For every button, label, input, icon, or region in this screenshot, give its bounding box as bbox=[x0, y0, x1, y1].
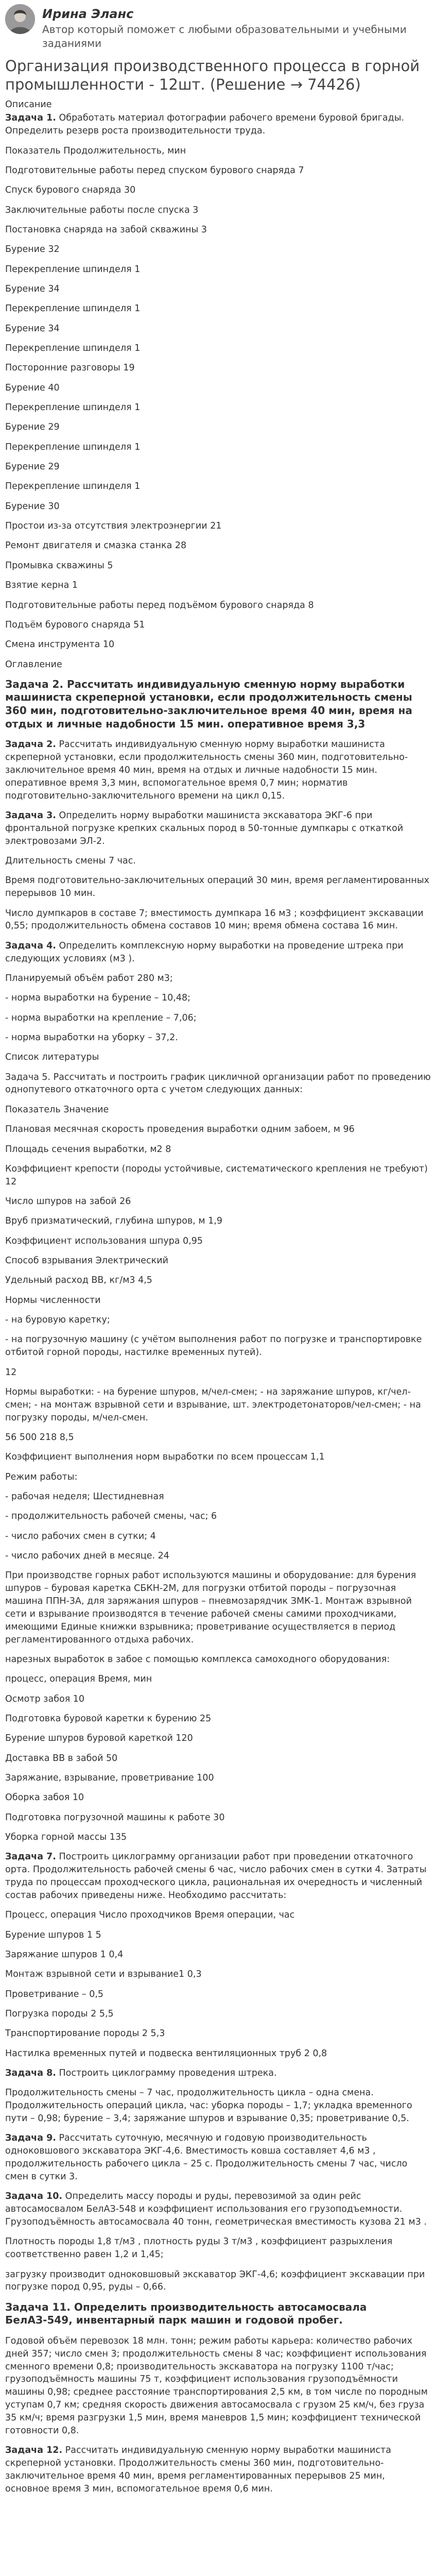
description-paragraph bbox=[5, 599, 431, 612]
description-paragraph bbox=[5, 1732, 431, 1745]
description-paragraph bbox=[5, 2268, 431, 2294]
description-paragraph bbox=[5, 1510, 431, 1523]
description-paragraph bbox=[5, 1772, 431, 1785]
description-paragraph bbox=[5, 2087, 431, 2125]
description-paragraph bbox=[5, 1673, 431, 1686]
description-paragraph bbox=[5, 1294, 431, 1307]
paragraph-text: Бурение 29 bbox=[5, 462, 60, 472]
description-paragraph bbox=[5, 809, 431, 848]
description-paragraph bbox=[5, 2132, 431, 2183]
description-paragraph bbox=[5, 204, 431, 217]
task-label: Задача 8. bbox=[5, 2068, 56, 2079]
description-paragraph bbox=[5, 2067, 431, 2080]
paragraph-text: Транспортирование породы 2 5,3 bbox=[5, 2028, 165, 2039]
paragraph-text: Длительность смены 7 час. bbox=[5, 856, 136, 867]
paragraph-text: - норма выработки на уборку – 37,2. bbox=[5, 1032, 178, 1043]
description-paragraph bbox=[5, 940, 431, 965]
description-paragraph bbox=[5, 738, 431, 802]
paragraph-text: Определить норму выработки машиниста экскаватора ЭКГ-6 при фронтальной погрузке крепких скальных пород в 50-тонные думпкары с откаткой электровозами ЭЛ-2. bbox=[5, 810, 404, 846]
task-label: Задача 4. bbox=[5, 940, 56, 951]
description-paragraph bbox=[5, 2027, 431, 2040]
description-paragraph bbox=[5, 1490, 431, 1503]
paragraph-text: Процесс, операция Число проходчиков Время операции, час bbox=[5, 1910, 295, 1921]
description-paragraph bbox=[5, 1948, 431, 1961]
description-paragraph bbox=[5, 1274, 431, 1287]
description-paragraph bbox=[5, 145, 431, 158]
description-paragraph bbox=[5, 638, 431, 651]
description-paragraph bbox=[5, 224, 431, 236]
paragraph-text: Обработать материал фотографии рабочего времени буровой бригады. Определить резерв роста производительности труда. bbox=[5, 113, 405, 137]
paragraph-text: Спуск бурового снаряда 30 bbox=[5, 185, 136, 196]
paragraph-text: Перекрепление шпинделя 1 bbox=[5, 402, 141, 413]
description-paragraph bbox=[5, 1550, 431, 1563]
description-paragraph bbox=[5, 1215, 431, 1228]
description-paragraph bbox=[5, 480, 431, 493]
avatar-photo-icon bbox=[5, 4, 35, 34]
author-avatar[interactable] bbox=[5, 4, 35, 34]
description-paragraph bbox=[5, 2190, 431, 2229]
description-paragraph bbox=[5, 1255, 431, 1267]
description-paragraph bbox=[5, 1929, 431, 1942]
description-paragraph bbox=[5, 874, 431, 900]
paragraph-text: Режим работы: bbox=[5, 1471, 78, 1482]
description-paragraph bbox=[5, 1451, 431, 1464]
paragraph-text: Продолжительность смены – 7 час, продолжительность цикла – одна смена. Продолжительность операций цикла, час: уборка породы – 1,7; укладка временного пути – 0,98; бурение – 3,4; заряжание шпуров и взрывание 0,35; проветривание 0,5. bbox=[5, 2088, 412, 2124]
paragraph-text: - норма выработки на бурение – 10,48; bbox=[5, 993, 190, 1004]
paragraph-text: - норма выработки на крепление – 7,06; bbox=[5, 1012, 197, 1023]
description-paragraph bbox=[5, 1071, 431, 1097]
task-label: Задача 3. bbox=[5, 810, 56, 821]
paragraph-text: Планируемый объём работ 280 м3; bbox=[5, 973, 173, 984]
description-paragraph bbox=[5, 184, 431, 197]
description-paragraph bbox=[5, 1713, 431, 1725]
description-paragraph bbox=[5, 855, 431, 868]
paragraph-text: Число думпкаров в составе 7; вместимость думпкара 16 м3 ; коэффициент экскавации 0,55; продолжительность обмена составов 10 мин; время обмена состава 16 мин. bbox=[5, 908, 424, 931]
author-name[interactable]: Ирина Эланс bbox=[42, 7, 134, 21]
paragraph-text: Задача 5. Рассчитать и построить график цикличной организации работ по проведению однопутевого откаточного орта с учетом следующих данных: bbox=[5, 1072, 431, 1095]
description-paragraph bbox=[5, 112, 431, 138]
description-paragraph bbox=[5, 1752, 431, 1765]
paragraph-text: Уборка горной массы 135 bbox=[5, 1832, 127, 1843]
description-paragraph bbox=[5, 2047, 431, 2060]
description-paragraph bbox=[5, 283, 431, 296]
author-description: Автор который поможет с любыми образовательными и учебными заданиями bbox=[42, 23, 407, 50]
description-paragraph bbox=[5, 619, 431, 632]
paragraph-text: Площадь сечения выработки, м2 8 bbox=[5, 1144, 171, 1155]
paragraph-text: Настилка временных путей и подвеска вентиляционных труб 2 0,8 bbox=[5, 2048, 327, 2059]
paragraph-text: Подготовительные работы перед подъёмом бурового снаряда 8 bbox=[5, 600, 314, 611]
paragraph-text: Построить циклограмму проведения штрека. bbox=[56, 2068, 277, 2079]
author-info bbox=[42, 4, 431, 50]
description-paragraph bbox=[5, 579, 431, 592]
paragraph-text: Перекрепление шпинделя 1 bbox=[5, 481, 141, 492]
paragraph-text: Заряжание шпуров 1 0,4 bbox=[5, 1949, 124, 1960]
paragraph-text: Осмотр забоя 10 bbox=[5, 1693, 85, 1704]
paragraph-text: Бурение 34 bbox=[5, 323, 60, 334]
description-paragraph bbox=[5, 1386, 431, 1425]
description-paragraph bbox=[5, 1314, 431, 1327]
description-paragraph bbox=[5, 441, 431, 454]
description-paragraph bbox=[5, 1471, 431, 1484]
description-paragraph bbox=[5, 382, 431, 395]
description-paragraph bbox=[5, 1530, 431, 1543]
paragraph-text: Рассчитать индивидуальную сменную норму выработки машиниста скреперной установки. Продолжительность смены 360 мин, подготовительно-заключительное время 40 мин, время регламентированных перерывов 25 мин, основное время 3 мин, вспомогательное время 0,6 мин. bbox=[5, 2445, 391, 2494]
paragraph-text: Посторонние разговоры 19 bbox=[5, 363, 135, 374]
paragraph-text: Число шпуров на забой 26 bbox=[5, 1196, 131, 1207]
paragraph-text: Рассчитать суточную, месячную и годовую производительность одноковшового экскаватора ЭКГ-4,6. Вместимость ковша составляет 4,6 м3 , продолжительность рабочего цикла – 25 с. Продолжительность смены 7 час, число смен в сутки 3. bbox=[5, 2133, 408, 2182]
description-paragraph bbox=[5, 1988, 431, 2001]
paragraph-text: - число рабочих смен в сутки; 4 bbox=[5, 1531, 156, 1541]
paragraph-text: Задача 2. Рассчитать индивидуальную сменную норму выработки машиниста скреперной установки, если продолжительность смены 360 мин, подготовительно-заключительное время 40 мин, время на отдых и личные надобности 15 мин. оперативное время 3,3 bbox=[5, 677, 412, 730]
paragraph-text: Определить массу породы и руды, перевозимой за один рейс автосамосвалом БелАЗ-548 и коэффициент использования его грузоподъемности. Грузоподъёмность автосамосвала 40 тонн, геометрическая вместимость кузова 21 м3 . bbox=[5, 2191, 427, 2227]
paragraph-text: Плановая месячная скорость проведения выработки одним забоем, м 96 bbox=[5, 1124, 355, 1135]
author-block bbox=[5, 4, 431, 50]
description-content bbox=[5, 112, 431, 2495]
paragraph-text: Вруб призматический, глубина шпуров, м 1,9 bbox=[5, 1216, 223, 1227]
paragraph-text: Заряжание, взрывание, проветривание 100 bbox=[5, 1773, 214, 1784]
paragraph-text: При производстве горных работ используются машины и оборудование: для бурения шпуров – буровая каретка СБКН-2М, для погрузки отбитой породы – погрузочная машина ППН-3А, для заряжания шпуров – пневмозарядчик ЗМК-1. Монтаж взрывной сети и взрывание производятся в течение рабочей смены самими проходчиками, имеющими Единые книжки взрывника; проветривание осуществляется в период регламентированного отдыха рабочих. bbox=[5, 1570, 416, 1645]
paragraph-text: Задача 11. Определить производительность автосамосвала БелАЗ-549, инвентарный парк машин и годовой пробег. bbox=[5, 2300, 367, 2327]
paragraph-text: Способ взрывания Электрический bbox=[5, 1256, 168, 1266]
paragraph-text: - на буровую каретку; bbox=[5, 1315, 110, 1326]
paragraph-text: Бурение 34 bbox=[5, 284, 60, 295]
paragraph-text: Бурение 29 bbox=[5, 422, 60, 433]
paragraph-text: Определить комплексную норму выработки на проведение штрека при следующих условиях (м3 ). bbox=[5, 940, 404, 964]
paragraph-text: Взятие керна 1 bbox=[5, 580, 78, 591]
description-paragraph bbox=[5, 1693, 431, 1706]
paragraph-text: Оглавление bbox=[5, 659, 62, 670]
description-paragraph bbox=[5, 1831, 431, 1844]
paragraph-text: Подъём бурового снаряда 51 bbox=[5, 619, 145, 630]
paragraph-text: Показатель Значение bbox=[5, 1104, 109, 1115]
paragraph-text: Коэффициент крепости (породы устойчивые, систематического крепления не требуют) 12 bbox=[5, 1163, 428, 1187]
paragraph-text: - число рабочих дней в месяце. 24 bbox=[5, 1551, 169, 1562]
description-paragraph bbox=[5, 992, 431, 1005]
paragraph-text: Перекрепление шпинделя 1 bbox=[5, 442, 141, 452]
paragraph-text: Бурение шпуров 1 5 bbox=[5, 1929, 101, 1940]
task-label: Задача 9. bbox=[5, 2133, 56, 2144]
description-paragraph bbox=[5, 520, 431, 533]
description-paragraph bbox=[5, 1104, 431, 1116]
paragraph-text: Проветривание – 0,5 bbox=[5, 1989, 104, 1999]
paragraph-text: Простои из-за отсутствия электроэнергии 21 bbox=[5, 521, 222, 532]
paragraph-text: Годовой объём перевозок 18 млн. тонн; режим работы карьера: количество рабочих дней 357; число смен 3; продолжительность смены 8 час; коэффициент использования сменного времени 0,8; производительность экскаватора на погрузку 1100 т/час; грузоподъёмность машины 75 т, коэффициент использования грузоподъёмности машины 0,98; среднее расстояние транспортирования 2,5 км, в том числе по породным уступам 0,7 км; средняя скорость движения автосамосвала с грузом 25 км/ч, без груза 35 км/ч; время разгрузки 1,5 мин, время маневров 1,5 мин; коэффициент технической готовности 0,8. bbox=[5, 2335, 428, 2436]
paragraph-text: Бурение 32 bbox=[5, 244, 60, 255]
description-paragraph bbox=[5, 2235, 431, 2261]
description-paragraph bbox=[5, 421, 431, 434]
paragraph-text: Перекрепление шпинделя 1 bbox=[5, 264, 141, 275]
description-paragraph bbox=[5, 907, 431, 933]
description-paragraph bbox=[5, 1163, 431, 1189]
description-paragraph bbox=[5, 461, 431, 473]
paragraph-text: Время подготовительно-заключительных операций 30 мин, время регламентированных перерывов 10 мин. bbox=[5, 875, 429, 899]
paragraph-text: Подготовительные работы перед спуском бурового снаряда 7 bbox=[5, 165, 304, 176]
paragraph-text: Перекрепление шпинделя 1 bbox=[5, 343, 141, 354]
paragraph-text: Доставка ВВ в забой 50 bbox=[5, 1753, 118, 1764]
paragraph-text: Бурение шпуров буровой кареткой 120 bbox=[5, 1733, 193, 1744]
paragraph-text: Перекрепление шпинделя 1 bbox=[5, 303, 141, 314]
paragraph-text: Монтаж взрывной сети и взрывание1 0,3 bbox=[5, 1969, 202, 1980]
paragraph-text: Список литературы bbox=[5, 1052, 99, 1063]
description-paragraph bbox=[5, 1968, 431, 1981]
description-paragraph bbox=[5, 1569, 431, 1646]
description-paragraph bbox=[5, 1235, 431, 1248]
description-paragraph bbox=[5, 362, 431, 375]
description-paragraph bbox=[5, 500, 431, 513]
description-paragraph bbox=[5, 1851, 431, 1902]
paragraph-text: Подготовка погрузочной машины к работе 30 bbox=[5, 1812, 225, 1823]
paragraph-text: Оборка забоя 10 bbox=[5, 1792, 84, 1803]
paragraph-text: Построить циклограмму организации работ при проведении откаточного орта. Продолжительность рабочей смены 6 час, число рабочих смен в сутки 4. Затраты труда по процессам проходческого цикла, рациональная их очередность и численный состав рабочих приведены ниже. Необходимо рассчитать: bbox=[5, 1852, 427, 1901]
paragraph-text: Бурение 30 bbox=[5, 501, 60, 512]
description-paragraph bbox=[5, 164, 431, 177]
paragraph-text: Показатель Продолжительность, мин bbox=[5, 145, 186, 156]
description-paragraph bbox=[5, 1431, 431, 1444]
paragraph-text: - рабочая неделя; Шестидневная bbox=[5, 1492, 164, 1502]
paragraph-text: нарезных выработок в забое с помощью комплекса самоходного оборудования: bbox=[5, 1654, 390, 1665]
paragraph-text: процесс, операция Время, мин bbox=[5, 1674, 152, 1685]
description-paragraph bbox=[5, 1909, 431, 1922]
description-paragraph bbox=[5, 401, 431, 414]
paragraph-text: Погрузка породы 2 5,5 bbox=[5, 2009, 114, 2020]
paragraph-text: загрузку производит одноковшовый экскаватор ЭКГ-4,6; коэффициент экскавации при погрузке пород 0,95, руды – 0,66. bbox=[5, 2269, 425, 2293]
paragraph-text: Заключительные работы после спуска 3 bbox=[5, 205, 199, 215]
description-paragraph bbox=[5, 1653, 431, 1666]
section-label: Описание bbox=[5, 99, 52, 110]
paragraph-text: Ремонт двигателя и смазка станка 28 bbox=[5, 540, 187, 551]
paragraph-text: 12 bbox=[5, 1367, 17, 1378]
paragraph-text: - продолжительность рабочей смены, час; 6 bbox=[5, 1511, 217, 1522]
paragraph-text: Коэффициент выполнения норм выработки по всем процессам 1,1 bbox=[5, 1452, 325, 1463]
task-label: Задача 7. bbox=[5, 1852, 56, 1862]
description-paragraph bbox=[5, 342, 431, 355]
paragraph-text: Удельный расход ВВ, кг/м3 4,5 bbox=[5, 1275, 152, 1286]
page-title: Организация производственного процесса в горной промышленности - 12шт. (Решение → 74426) bbox=[5, 57, 420, 94]
paragraph-text: Плотность породы 1,8 т/м3 , плотность руды 3 т/м3 , коэффициент разрыхления соответственно равен 1,2 и 1,45; bbox=[5, 2236, 393, 2260]
paragraph-text: Нормы выработки: - на бурение шпуров, м/чел-смен; - на заряжание шпуров, кг/чел-смен; - на монтаж взрывной сети и взрывание, шт. электродетонаторов/чел-смен; - на погрузку породы, м/чел-смен. bbox=[5, 1386, 421, 1423]
description-paragraph bbox=[5, 1791, 431, 1804]
description-paragraph bbox=[5, 539, 431, 552]
description-paragraph bbox=[5, 1012, 431, 1025]
description-paragraph bbox=[5, 302, 431, 315]
task-heading bbox=[5, 2301, 431, 2327]
paragraph-text: Бурение 40 bbox=[5, 382, 60, 393]
description-paragraph bbox=[5, 2444, 431, 2495]
paragraph-text: Смена инструмента 10 bbox=[5, 639, 115, 650]
paragraph-text: Рассчитать индивидуальную сменную норму выработки машиниста скреперной установки, если продолжительность смены 360 мин, подготовительно-заключительное время 40 мин, время на отдых и личные надобности 15 мин. оперативное время 3,3 мин, вспомогательное время 0,7 мин; норматив подготовительно-заключительного времени на цикл 0,15. bbox=[5, 739, 408, 801]
task-label: Задача 12. bbox=[5, 2445, 63, 2456]
paragraph-text: Нормы численности bbox=[5, 1295, 101, 1306]
description-paragraph bbox=[5, 1051, 431, 1064]
paragraph-text: Промывка скважины 5 bbox=[5, 560, 113, 571]
description-paragraph bbox=[5, 2335, 431, 2437]
description-paragraph bbox=[5, 2008, 431, 2021]
description-paragraph bbox=[5, 560, 431, 572]
description-paragraph bbox=[5, 1143, 431, 1156]
description-paragraph bbox=[5, 1333, 431, 1359]
task-label: Задача 10. bbox=[5, 2191, 63, 2202]
description-paragraph bbox=[5, 658, 431, 671]
description-paragraph bbox=[5, 1811, 431, 1824]
task-label: Задача 1. bbox=[5, 113, 56, 124]
description-paragraph bbox=[5, 263, 431, 276]
paragraph-text: Постановка снаряда на забой скважины 3 bbox=[5, 224, 207, 235]
description-paragraph bbox=[5, 1366, 431, 1379]
paragraph-text: - на погрузочную машину (с учётом выполнения работ по погрузке и транспортировке отбитой горной породы, настилке временных путей). bbox=[5, 1334, 422, 1358]
description-paragraph bbox=[5, 972, 431, 985]
description-paragraph bbox=[5, 1031, 431, 1044]
paragraph-text: Коэффициент использования шпура 0,95 bbox=[5, 1235, 203, 1246]
task-label: Задача 2. bbox=[5, 739, 56, 750]
description-paragraph bbox=[5, 1123, 431, 1136]
paragraph-text: Подготовка буровой каретки к бурению 25 bbox=[5, 1714, 212, 1724]
description-paragraph bbox=[5, 243, 431, 256]
description-paragraph bbox=[5, 323, 431, 335]
task-heading bbox=[5, 678, 431, 731]
paragraph-text: 56 500 218 8,5 bbox=[5, 1432, 74, 1443]
description-paragraph bbox=[5, 1195, 431, 1208]
